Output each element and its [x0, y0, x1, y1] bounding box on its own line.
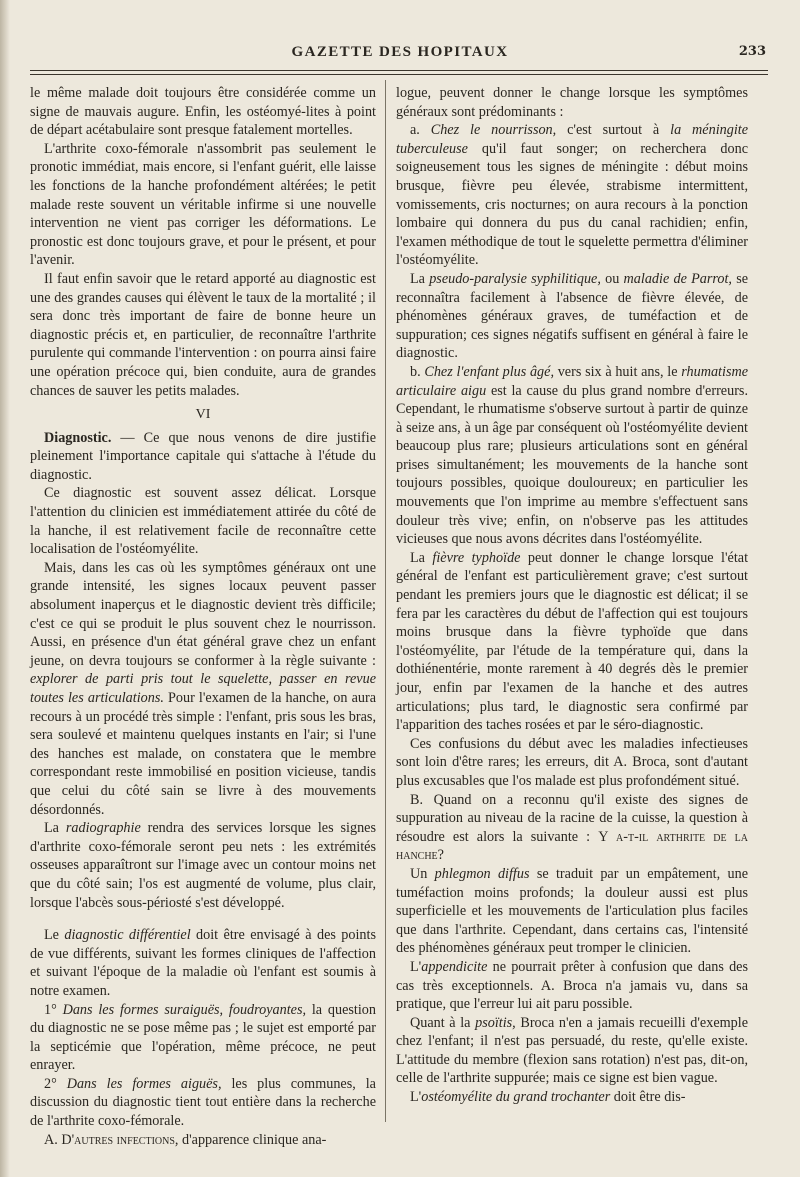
paragraph: Ces confusions du début avec les maladies infectieuses sont loin d'être rares; les erreurs, dit A. Broca, sont d'autant plus excusables que l'os malade est plus profondément situé.: [396, 735, 748, 789]
paragraph: L'ostéomyélite du grand trochanter doit être dis-: [410, 1089, 686, 1106]
header-rule-thin: [30, 74, 768, 75]
paragraph: a. Chez le nourrisson, c'est surtout à la méningite tuberculeuse qu'il faut songer; on recherchera donc soigneusement tous les signes de méningite : début moins brusque, fièvre peu élevée, strabisme intermittent, vomissements, cris nocturnes; on aura recours à la ponction lombaire qui donnera du pus du canal rachidien; enfin, l'examen méthodique de tout le squelette permettra d'éliminer l'ostéomyélite.: [396, 122, 749, 269]
paragraph: Un phlegmon diffus se traduit par un empâtement, une tuméfaction moins profonds; la douleur aussi est plus superficielle et les mouvements de l'articulation plus faciles que dans l'arthrite. Cependant, dans certains cas, l'intensité des phénomènes généraux peut tromper le clinicien.: [396, 865, 748, 957]
paragraph: Quant à la psoïtis, Broca n'en a jamais recueilli d'exemple chez l'enfant; il n'est pas persuadé, du reste, qu'elle existe. L'attitude du membre (flexion sans rotation) n'est pas, dit-on, celle de l'arthrite suppurée; mais ce signe est bien vague.: [396, 1014, 748, 1087]
page-header: [30, 44, 770, 66]
paragraph: La pseudo-paralysie syphilitique, ou maladie de Parrot, se reconnaîtra facilement à l'absence de fièvre élevée, de phénomènes généraux graves, de tuméfaction et de suppuration; ces signes négatifs suffisent en général à faire le diagnostic.: [396, 270, 749, 362]
paragraph: 2° Dans les formes aiguës, les plus communes, la discussion du diagnostic tient tout entière dans la recherche de l'arthrite coxo-fémorale.: [30, 1075, 376, 1130]
paragraph: Mais, dans les cas où les symptômes généraux ont une grande intensité, les signes locaux peuvent passer absolument inaperçus et le diagnostic devient très difficile; c'est ce qui se produit le plus souvent chez le nourrisson. Aussi, en présence d'un état général grave chez un enfant jeune, on devra toujours se conformer à la règle suivante : explorer de parti pris tout le squelette, passer en revue toutes les articulations. Pour l'examen de la hanche, on aura recours à un procédé très simple : l'enfant, pris sous les bras, sera soulevé et maintenu quelques instants en l'air; si l'une des hanches est malade, on constatera que le membre correspondant reste immobilisé en position vicieuse, tandis que celui du côté sain se livre à des mouvements désordonnés.: [30, 559, 376, 818]
paragraph: A. D'autres infections, d'apparence clinique ana-: [44, 1131, 327, 1148]
paragraph: Le diagnostic différentiel doit être envisagé à des points de vue différents, suivant les formes cliniques de l'affection et suivant l'époque de la maladie où l'enfant est soumis à notre examen.: [30, 927, 376, 999]
paragraph: La radiographie rendra des services lorsque les signes d'arthrite coxo-fémorale seront peu nets : les extrémités osseuses apparaîtront sur l'image avec un contour moins net que du côté sain; l'os est augmenté de volume, plus clair, lorsque l'abcès sous-périosté s'est développé.: [30, 820, 376, 911]
section-number: VI: [195, 407, 211, 423]
paragraph: le même malade doit toujours être considérée comme un signe de mauvais augure. Enfin, les ostéomyé-lites à point de départ acétabulaire sont presque fatalement mortelles.: [30, 85, 376, 139]
column-divider: [385, 80, 386, 1122]
paragraph: L'appendicite ne pourrait prêter à confusion que dans des cas très exceptionnels. A. Broca n'a jamais vu, dans sa pratique, que l'erreur lui ait paru possible.: [396, 958, 748, 1013]
page-binding-shadow: [0, 0, 10, 1177]
paragraph: Diagnostic. — Ce que nous venons de dire justifie pleinement l'importance capitale qui s'attache à l'étude du diagnostic.: [30, 429, 376, 483]
header-rule-thick: [30, 70, 768, 71]
paragraph: B. Quand on a reconnu qu'il existe des signes de suppuration au niveau de la racine de la cuisse, la question à résoudre est alors la suivante : Y a-t-il arthrite de la hanche?: [396, 791, 749, 864]
left-column: [30, 84, 376, 1149]
paragraph: La fièvre typhoïde peut donner le change lorsque l'état général de l'enfant est particulièrement grave; c'est surtout pendant les premiers jours que le diagnostic est délicat; il se fera par les caractères du début de l'affection qui est toujours moins brusque dans la fièvre typhoïde que dans l'ostéomyélite, par l'étude de la température qui, dans la dothiénentérie, monte rarement à 40 degrés dès le premier jour, enfin par l'examen de la hanche et des autres articulations; plus tard, le diagnostic sera confirmé par l'apparition des taches rosées et par le séro-diagnostic.: [396, 549, 749, 734]
right-column: [396, 84, 748, 1107]
paragraph: L'arthrite coxo-fémorale n'assombrit pas seulement le pronotic immédiat, mais encore, si l'enfant guérit, elle laisse les fonctions de la hanche profondément altérées; le petit malade reste souvent un véritable infirme si une nouvelle intervention ne vient pas corriger les déformations. Le pronostic est donc toujours grave, et pour le présent, et pour l'avenir.: [30, 140, 376, 269]
paragraph: Ce diagnostic est souvent assez délicat. Lorsque l'attention du clinicien est immédiatement attirée du côté de la hanche, il est relativement facile de reconnaître cette localisation de l'ostéomyélite.: [30, 485, 376, 558]
section-heading: Diagnostic.: [44, 429, 112, 446]
paragraph: logue, peuvent donner le change lorsque les symptômes généraux sont prédominants :: [396, 85, 748, 120]
journal-title: GAZETTE DES HOPITAUX: [291, 44, 509, 60]
paragraph: 1° Dans les formes suraiguës, foudroyantes, la question du diagnostic ne se pose même pas ; le sujet est emporté par la septicémie que l'opération, même précoce, ne peut enrayer.: [30, 1001, 376, 1074]
paragraph: b. Chez l'enfant plus âgé, vers six à huit ans, le rhumatisme articulaire aigu est la cause du plus grand nombre d'erreurs. Cependant, le rhumatisme s'observe surtout à partir de quinze à seize ans, à un âge par conséquent où l'ostéomyélite devient beaucoup plus rare; plusieurs articulations sont en général prises simultanément; les mouvements de la hanche sont toujours possibles, quoique douloureux; en particulier les mouvements que l'on imprime au membre s'effectuent sans douleur très vive; enfin, on n'observe pas les attitudes vicieuses que nous avons décrites dans l'ostéomyélite.: [396, 363, 749, 548]
paragraph: Il faut enfin savoir que le retard apporté au diagnostic est une des grandes causes qui élèvent le taux de la mortalité ; il sera donc très important de faire de bonne heure un diagnostic précis et, en particulier, de reconnaître l'arthrite purulente qui commande l'intervention : on pourra ainsi faire une opération précoce qui, bien conduite, aura de grandes chances de sauver les petits malades.: [30, 270, 376, 399]
page-number: 233: [738, 44, 766, 59]
